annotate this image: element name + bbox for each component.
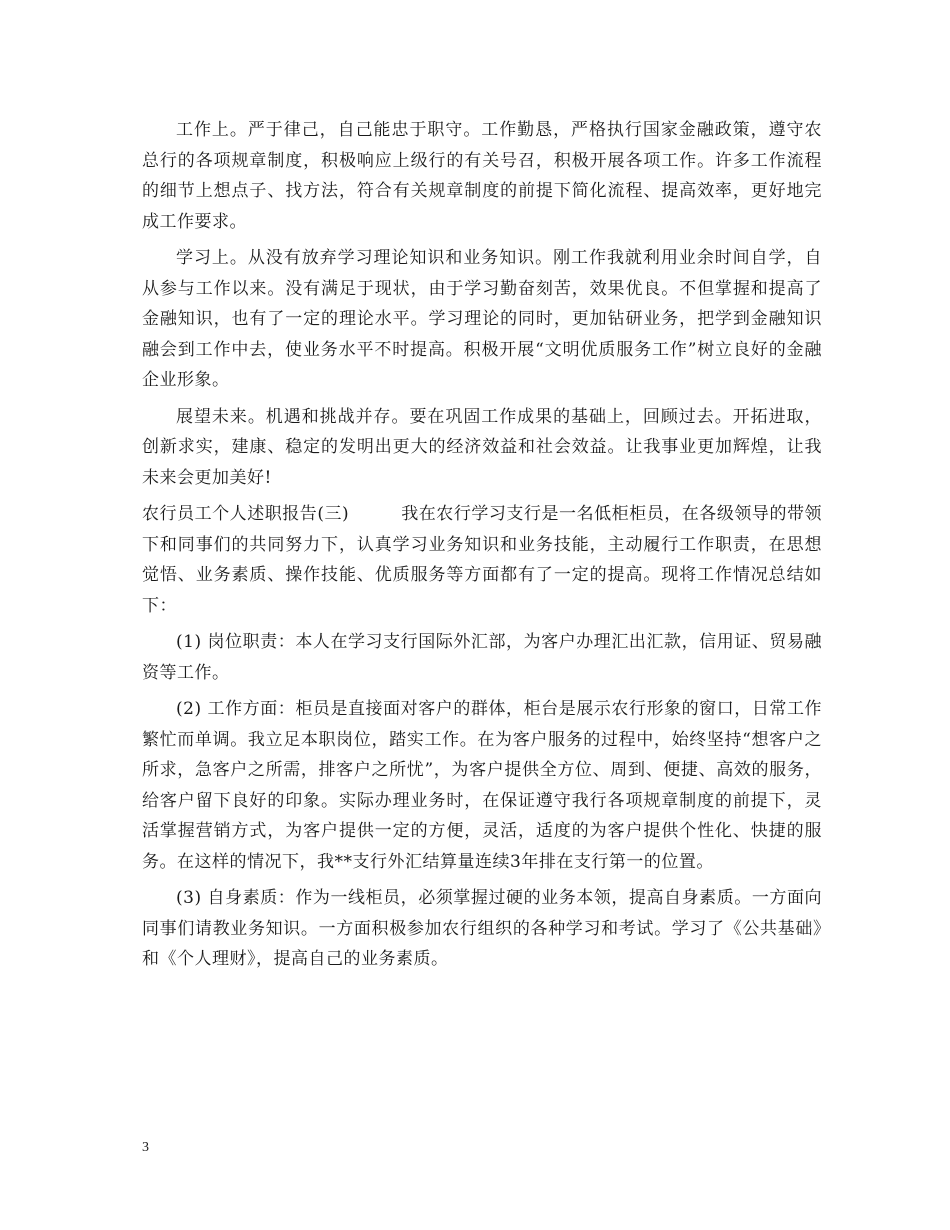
document-page bbox=[142, 115, 822, 981]
report-section bbox=[142, 499, 822, 621]
item-quality: (3) 自身素质：作为一线柜员，必须掌握过硬的业务本领，提高自身素质。一方面向同事们请教业务知识。一方面积极参加农行组织的各种学习和考试。学习了《公共基础》和《个人理财》，提高自己的业务素质。 bbox=[142, 888, 822, 969]
report-intro: 我在农行学习支行是一名低柜柜员，在各级领导的带领下和同事们的共同努力下，认真学习业务知识和业务技能，主动履行工作职责，在思想觉悟、业务素质、操作技能、优质服务等方面都有了一定的提高。现将工作情况总结如下： bbox=[142, 504, 823, 616]
report-heading: 农行员工个人述职报告(三) bbox=[142, 504, 350, 524]
item-work: (2) 工作方面：柜员是直接面对客户的群体，柜台是展示农行形象的窗口，日常工作繁忙而单调。我立足本职岗位，踏实工作。在为客户服务的过程中，始终坚持“想客户之所求，急客户之所需，排客户之所忧”，为客户提供全方位、周到、便捷、高效的服务，给客户留下良好的印象。实际办理业务时，在保证遵守我行各项规章制度的前提下，灵活掌握营销方式，为客户提供一定的方便，灵活，适度的为客户提供个性化、快捷的服务。在这样的情况下，我**支行外汇结算量连续3年排在支行第一的位置。 bbox=[142, 699, 822, 872]
paragraph-outlook: 展望未来。机遇和挑战并存。要在巩固工作成果的基础上，回顾过去。开拓进取，创新求实，建康、稳定的发明出更大的经济效益和社会效益。让我事业更加辉煌，让我未来会更加美好! bbox=[142, 406, 822, 488]
item-duties: (1) 岗位职责：本人在学习支行国际外汇部，为客户办理汇出汇款，信用证、贸易融资等工作。 bbox=[142, 632, 822, 683]
paragraph-work: 工作上。严于律己，自己能忠于职守。工作勤恳，严格执行国家金融政策，遵守农总行的各项规章制度，积极响应上级行的有关号召，积极开展各项工作。许多工作流程的细节上想点子、找方法，符合有关规章制度的前提下简化流程、提高效率，更好地完成工作要求。 bbox=[142, 120, 822, 232]
paragraph-study: 学习上。从没有放弃学习理论知识和业务知识。刚工作我就利用业余时间自学，自从参与工作以来。没有满足于现状，由于学习勤奋刻苦，效果优良。不但掌握和提高了金融知识，也有了一定的理论水平。学习理论的同时，更加钻研业务，把学到金融知识融会到工作中去，使业务水平不时提高。积极开展“文明优质服务工作”树立良好的金融企业形象。 bbox=[142, 248, 822, 390]
page-number: 3 bbox=[142, 1140, 149, 1155]
